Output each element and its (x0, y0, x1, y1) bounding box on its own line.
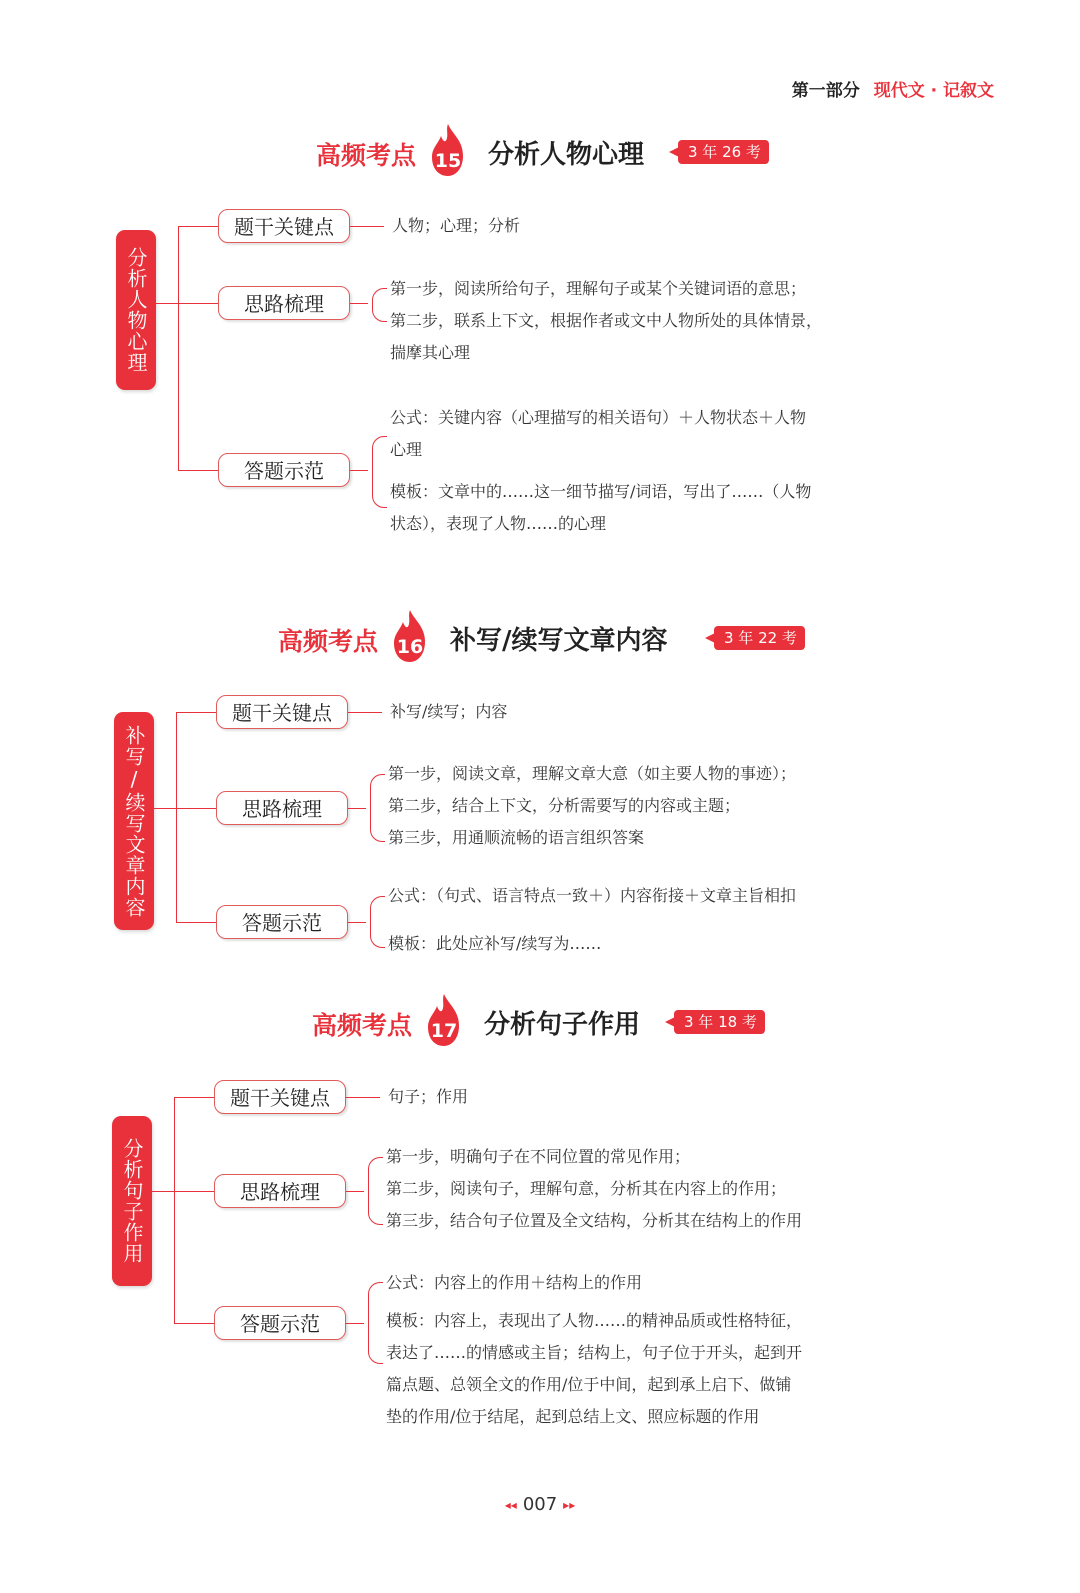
connector (156, 303, 178, 304)
keywords-node: 题干关键点 (216, 695, 348, 729)
frequency-badge: 3 年 18 考 (674, 1010, 765, 1034)
steps-list (388, 758, 908, 854)
page-footer (0, 1494, 1080, 1515)
keywords-text: 句子；作用 (388, 1087, 469, 1106)
answer-line: 公式：（句式、语言特点一致＋）内容衔接＋文章主旨相扣 (388, 886, 797, 905)
answer-line: 公式：内容上的作用＋结构上的作用 (386, 1273, 643, 1292)
answer-line: 公式：关键内容（心理描写的相关语句）＋人物状态＋人物 (390, 408, 807, 427)
step-line: 第三步，用通顺流畅的语言组织答案 (388, 828, 645, 847)
steps-node: 思路梳理 (216, 791, 348, 825)
answer-text (390, 402, 910, 540)
connector (154, 808, 176, 809)
answer-text (388, 880, 908, 960)
connector (152, 1191, 174, 1192)
topic-title: 分析人物心理 (488, 140, 645, 170)
flame-number-icon (424, 992, 464, 1048)
steps-node: 思路梳理 (214, 1174, 346, 1208)
frequency-badge: 3 年 22 考 (714, 626, 805, 650)
answer-node: 答题示范 (218, 453, 350, 487)
side-label: 分析人物心理 (116, 230, 156, 390)
step-line: 第一步，阅读文章，理解文章大意（如主要人物的事迹）； (388, 764, 797, 783)
step-line: 第一步，明确句子在不同位置的常见作用； (386, 1147, 691, 1166)
branch-line (174, 1097, 175, 1323)
step-line: 第二步，结合上下文，分析需要写的内容或主题； (388, 796, 741, 815)
keywords-text: 人物；心理；分析 (392, 216, 521, 235)
keywords-text: 补写/续写；内容 (390, 702, 508, 721)
topic-16-title-row (278, 608, 818, 668)
connector (176, 808, 216, 809)
step-line: 第三步，结合句子位置及全文结构，分析其在结构上的作用 (386, 1211, 803, 1230)
right-arrows-icon: ▸▸ (563, 1498, 576, 1512)
header-category: 现代文 · 记叙文 (873, 81, 994, 101)
connector (346, 1191, 364, 1192)
connector (346, 1097, 380, 1098)
answer-node: 答题示范 (214, 1306, 346, 1340)
side-label: 分析句子作用 (112, 1116, 152, 1286)
brace (370, 774, 385, 842)
topic-label: 高频考点 (312, 1011, 413, 1040)
answer-line: 心理 (390, 440, 423, 459)
answer-line: 模板：内容上，表现出了人物……的精神品质或性格特征， (386, 1311, 803, 1330)
connector (178, 226, 218, 227)
topic-label: 高频考点 (278, 627, 379, 656)
connector (350, 470, 368, 471)
connector (176, 922, 216, 923)
connector (350, 303, 368, 304)
flame-number-icon (390, 608, 430, 664)
frequency-badge: 3 年 26 考 (678, 140, 769, 164)
step-line: 揣摩其心理 (390, 343, 471, 362)
keywords-node: 题干关键点 (214, 1080, 346, 1114)
running-header (792, 76, 994, 101)
flame-number-icon (428, 122, 468, 178)
topic-number: 16 (396, 636, 424, 658)
brace (368, 1282, 383, 1364)
connector (350, 226, 384, 227)
topic-title: 分析句子作用 (484, 1010, 641, 1040)
topic-15-title-row (316, 122, 776, 182)
step-line: 第一步，阅读所给句子，理解句子或某个关键词语的意思； (390, 279, 807, 298)
connector (174, 1323, 214, 1324)
connector (346, 1323, 364, 1324)
connector (178, 303, 218, 304)
brace (370, 896, 385, 948)
step-line: 第二步，联系上下文，根据作者或文中人物所处的具体情景， (390, 311, 823, 330)
connector (174, 1191, 214, 1192)
answer-line: 模板：此处应补写/续写为…… (388, 934, 602, 953)
answer-text (386, 1267, 906, 1433)
brace (372, 436, 387, 508)
connector (348, 712, 382, 713)
answer-line: 表达了……的情感或主旨；结构上，句子位于开头，起到开 (386, 1343, 803, 1362)
topic-title: 补写/续写文章内容 (450, 626, 668, 656)
topic-number: 17 (430, 1020, 458, 1042)
header-section: 第一部分 (791, 81, 860, 101)
page-number: 007 (522, 1494, 558, 1515)
topic-17-title-row (312, 992, 772, 1052)
keywords-node: 题干关键点 (218, 209, 350, 243)
topic-label: 高频考点 (316, 141, 417, 170)
steps-node: 思路梳理 (218, 286, 350, 320)
answer-line: 垫的作用/位于结尾，起到总结上文、照应标题的作用 (386, 1407, 760, 1426)
answer-line: 状态），表现了人物……的心理 (390, 514, 607, 533)
topic-number: 15 (434, 150, 462, 172)
connector (174, 1097, 214, 1098)
brace (372, 288, 387, 322)
answer-node: 答题示范 (216, 905, 348, 939)
brace (368, 1157, 383, 1225)
branch-line (178, 226, 179, 470)
connector (348, 808, 366, 809)
answer-line: 模板：文章中的……这一细节描写/词语，写出了……（人物 (390, 482, 812, 501)
connector (178, 470, 218, 471)
side-label: 补写/续写文章内容 (114, 712, 154, 930)
answer-line: 篇点题、总领全文的作用/位于中间，起到承上启下、做铺 (386, 1375, 792, 1394)
step-line: 第二步，阅读句子，理解句意，分析其在内容上的作用； (386, 1179, 787, 1198)
steps-list (386, 1141, 926, 1237)
connector (348, 922, 366, 923)
connector (176, 712, 216, 713)
branch-line (176, 712, 177, 922)
left-arrows-icon: ◂◂ (504, 1498, 517, 1512)
steps-list (390, 273, 910, 369)
